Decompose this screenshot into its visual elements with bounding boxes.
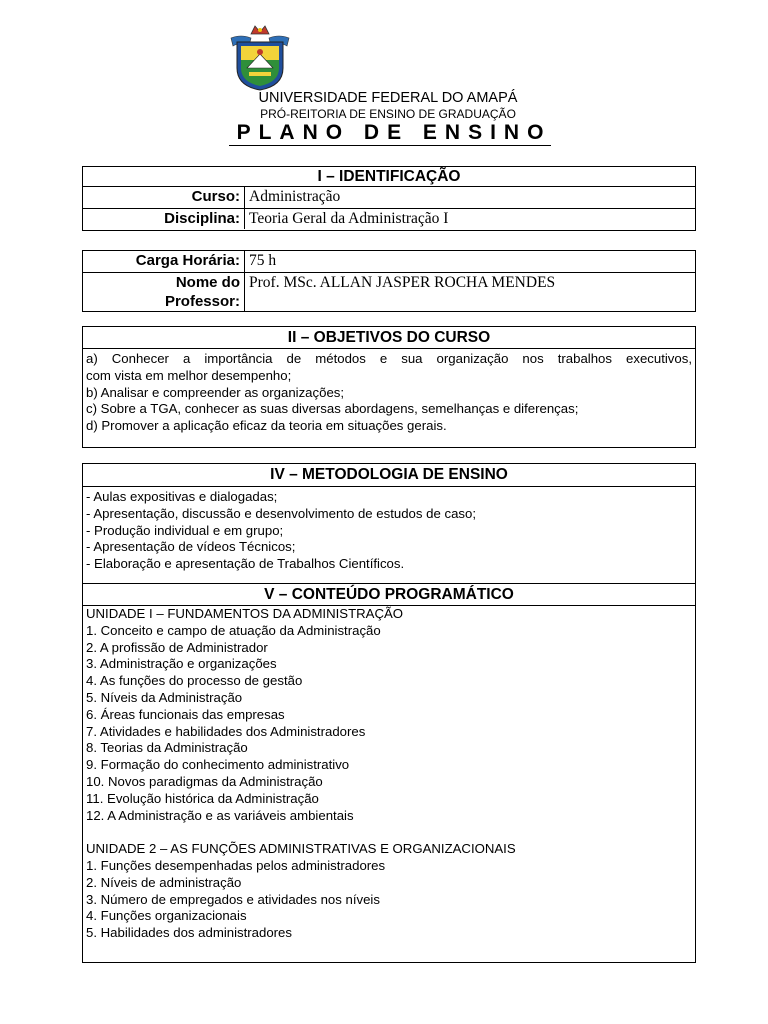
university-name: UNIVERSIDADE FEDERAL DO AMAPÁ — [258, 90, 518, 106]
list-item: 4. Funções organizacionais — [86, 908, 247, 924]
list-item: 3. Administração e organizações — [86, 656, 277, 672]
conteudo-title: V – CONTEÚDO PROGRAMÁTICO — [83, 584, 695, 606]
metodologia-conteudo-section — [82, 463, 696, 963]
list-item: a) Conhecer a importância de métodos e sua organização nos trabalhos executivos, — [86, 351, 692, 366]
list-item: 10. Novos paradigmas da Administração — [86, 773, 323, 789]
list-item: d) Promover a aplicação eficaz da teoria em situações gerais. — [86, 418, 447, 434]
carga-label: Carga Horária: — [83, 251, 245, 272]
disciplina-value: Teoria Geral da Administração I — [249, 210, 449, 227]
metodologia-title: IV – METODOLOGIA DE ENSINO — [83, 464, 695, 487]
list-item: 5. Níveis da Administração — [86, 689, 243, 705]
list-item: - Apresentação, discussão e desenvolvimento de estudos de caso; — [86, 505, 477, 521]
identificacao-title: I – IDENTIFICAÇÃO — [83, 167, 695, 187]
professor-value: Prof. MSc. ALLAN JASPER ROCHA MENDES — [249, 274, 556, 291]
list-item: 8. Teorias da Administração — [86, 740, 248, 756]
list-item: 2. A profissão de Administrador — [86, 639, 268, 655]
list-item: c) Sobre a TGA, conhecer as suas diversas abordagens, semelhanças e diferenças; — [86, 401, 579, 417]
list-item: 1. Conceito e campo de atuação da Administração — [86, 622, 381, 638]
professor-label — [83, 273, 245, 311]
list-item: 5. Habilidades dos administradores — [86, 925, 292, 941]
list-item: com vista em melhor desempenho; — [86, 367, 292, 383]
list-item: - Apresentação de vídeos Técnicos; — [86, 539, 296, 555]
list-item: - Elaboração e apresentação de Trabalhos Científicos. — [86, 556, 405, 572]
list-item: 4. As funções do processo de gestão — [86, 673, 303, 689]
unidade-1-title: UNIDADE I – FUNDAMENTOS DA ADMINISTRAÇÃO — [86, 606, 404, 621]
pro-reitoria-name: PRÓ-REITORIA DE ENSINO DE GRADUAÇÃO — [260, 107, 516, 121]
list-item: - Aulas expositivas e dialogadas; — [86, 489, 278, 504]
list-item: - Produção individual e em grupo; — [86, 522, 284, 538]
conteudo-list — [83, 606, 695, 944]
carga-value: 75 h — [249, 252, 277, 269]
list-item: 6. Áreas funcionais das empresas — [86, 706, 285, 722]
university-crest-icon — [229, 24, 291, 92]
carga-section — [82, 250, 696, 312]
objetivos-title: II – OBJETIVOS DO CURSO — [83, 327, 695, 349]
curso-value: Administração — [249, 188, 341, 205]
curso-label: Curso: — [83, 187, 245, 208]
spacer — [86, 824, 692, 841]
list-item: 2. Níveis de administração — [86, 874, 242, 890]
disciplina-label: Disciplina: — [83, 209, 245, 229]
list-item: 9. Formação do conhecimento administrativo — [86, 757, 350, 773]
identificacao-section — [82, 166, 696, 231]
list-item: 12. A Administração e as variáveis ambientais — [86, 807, 354, 823]
list-item: b) Analisar e compreender as organizações; — [86, 384, 345, 400]
list-item: 1. Funções desempenhadas pelos administradores — [86, 857, 386, 873]
objetivos-section — [82, 326, 696, 448]
list-item: 11. Evolução histórica da Administração — [86, 790, 319, 806]
unidade-2-title: UNIDADE 2 – AS FUNÇÕES ADMINISTRATIVAS E ORGANIZACIONAIS — [86, 841, 516, 857]
professor-label-line-2: Professor: — [164, 293, 240, 310]
objetivos-list — [83, 349, 695, 437]
metodologia-list — [83, 487, 695, 584]
document-title: PLANO DE ENSINO — [229, 121, 552, 146]
list-item: 3. Número de empregados e atividades nos níveis — [86, 891, 380, 907]
list-item: 7. Atividades e habilidades dos Administradores — [86, 723, 366, 739]
professor-label-line-1: Nome do — [175, 274, 240, 291]
